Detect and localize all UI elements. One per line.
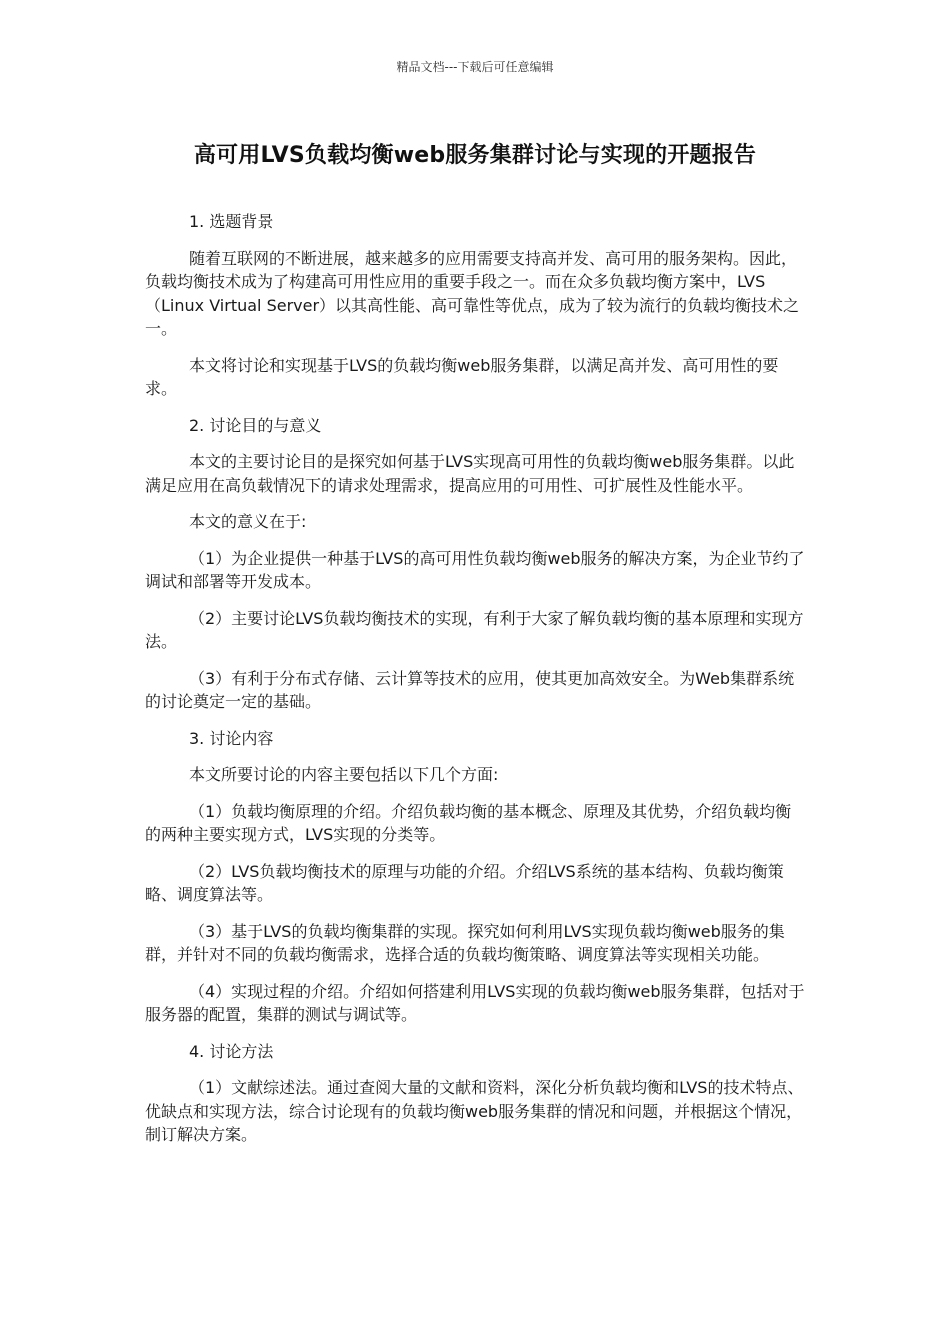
list-item: （2）LVS负载均衡技术的原理与功能的介绍。介绍LVS系统的基本结构、负载均衡策略、调度算法等。	[145, 861, 784, 904]
list-item: （1）为企业提供一种基于LVS的高可用性负载均衡web服务的解决方案，为企业节约了调试和部署等开发成本。	[145, 548, 805, 591]
document-title: 高可用LVS负载均衡web服务集群讨论与实现的开题报告	[193, 143, 757, 168]
paragraph: 随着互联网的不断进展，越来越多的应用需要支持高并发、高可用的服务架构。因此，负载均衡技术成为了构建高可用性应用的重要手段之一。而在众多负载均衡方案中，LVS（Linux Virtual Server）以其高性能、高可靠性等优点，成为了较为流行的负载均衡技术之一。	[145, 248, 800, 338]
paragraph: 本文所要讨论的内容主要包括以下几个方面:	[189, 765, 499, 784]
list-item: （1）负载均衡原理的介绍。介绍负载均衡的基本概念、原理及其优势，介绍负载均衡的两种主要实现方式，LVS实现的分类等。	[145, 801, 792, 844]
header-note: 精品文档---下载后可任意编辑	[396, 60, 554, 74]
section-heading-methods: 4. 讨论方法	[189, 1041, 274, 1061]
list-item: （1）文献综述法。通过查阅大量的文献和资料，深化分析负载均衡和LVS的技术特点、优缺点和实现方法，综合讨论现有的负载均衡web服务集群的情况和问题，并根据这个情况，制订解决方案。	[145, 1078, 804, 1144]
paragraph: 本文的主要讨论目的是探究如何基于LVS实现高可用性的负载均衡web服务集群。以此满足应用在高负载情况下的请求处理需求，提高应用的可用性、可扩展性及性能水平。	[145, 452, 795, 495]
paragraph: 本文将讨论和实现基于LVS的负载均衡web服务集群，以满足高并发、高可用性的要求。	[145, 355, 779, 398]
list-item: （2）主要讨论LVS负载均衡技术的实现，有利于大家了解负载均衡的基本原理和实现方法。	[145, 608, 804, 651]
list-item: （3）有利于分布式存储、云计算等技术的应用，使其更加高效安全。为Web集群系统的讨论奠定一定的基础。	[145, 668, 795, 711]
section-heading-purpose: 2. 讨论目的与意义	[189, 415, 322, 435]
section-heading-content: 3. 讨论内容	[189, 728, 274, 748]
list-item: （4）实现过程的介绍。介绍如何搭建利用LVS实现的负载均衡web服务集群，包括对于服务器的配置，集群的测试与调试等。	[145, 981, 805, 1024]
section-heading-background: 1. 选题背景	[189, 212, 274, 231]
paragraph: 本文的意义在于:	[189, 512, 307, 531]
list-item: （3）基于LVS的负载均衡集群的实现。探究如何利用LVS实现负载均衡web服务的集群，并针对不同的负载均衡需求，选择合适的负载均衡策略、调度算法等实现相关功能。	[145, 921, 785, 964]
document-body	[145, 210, 807, 1160]
